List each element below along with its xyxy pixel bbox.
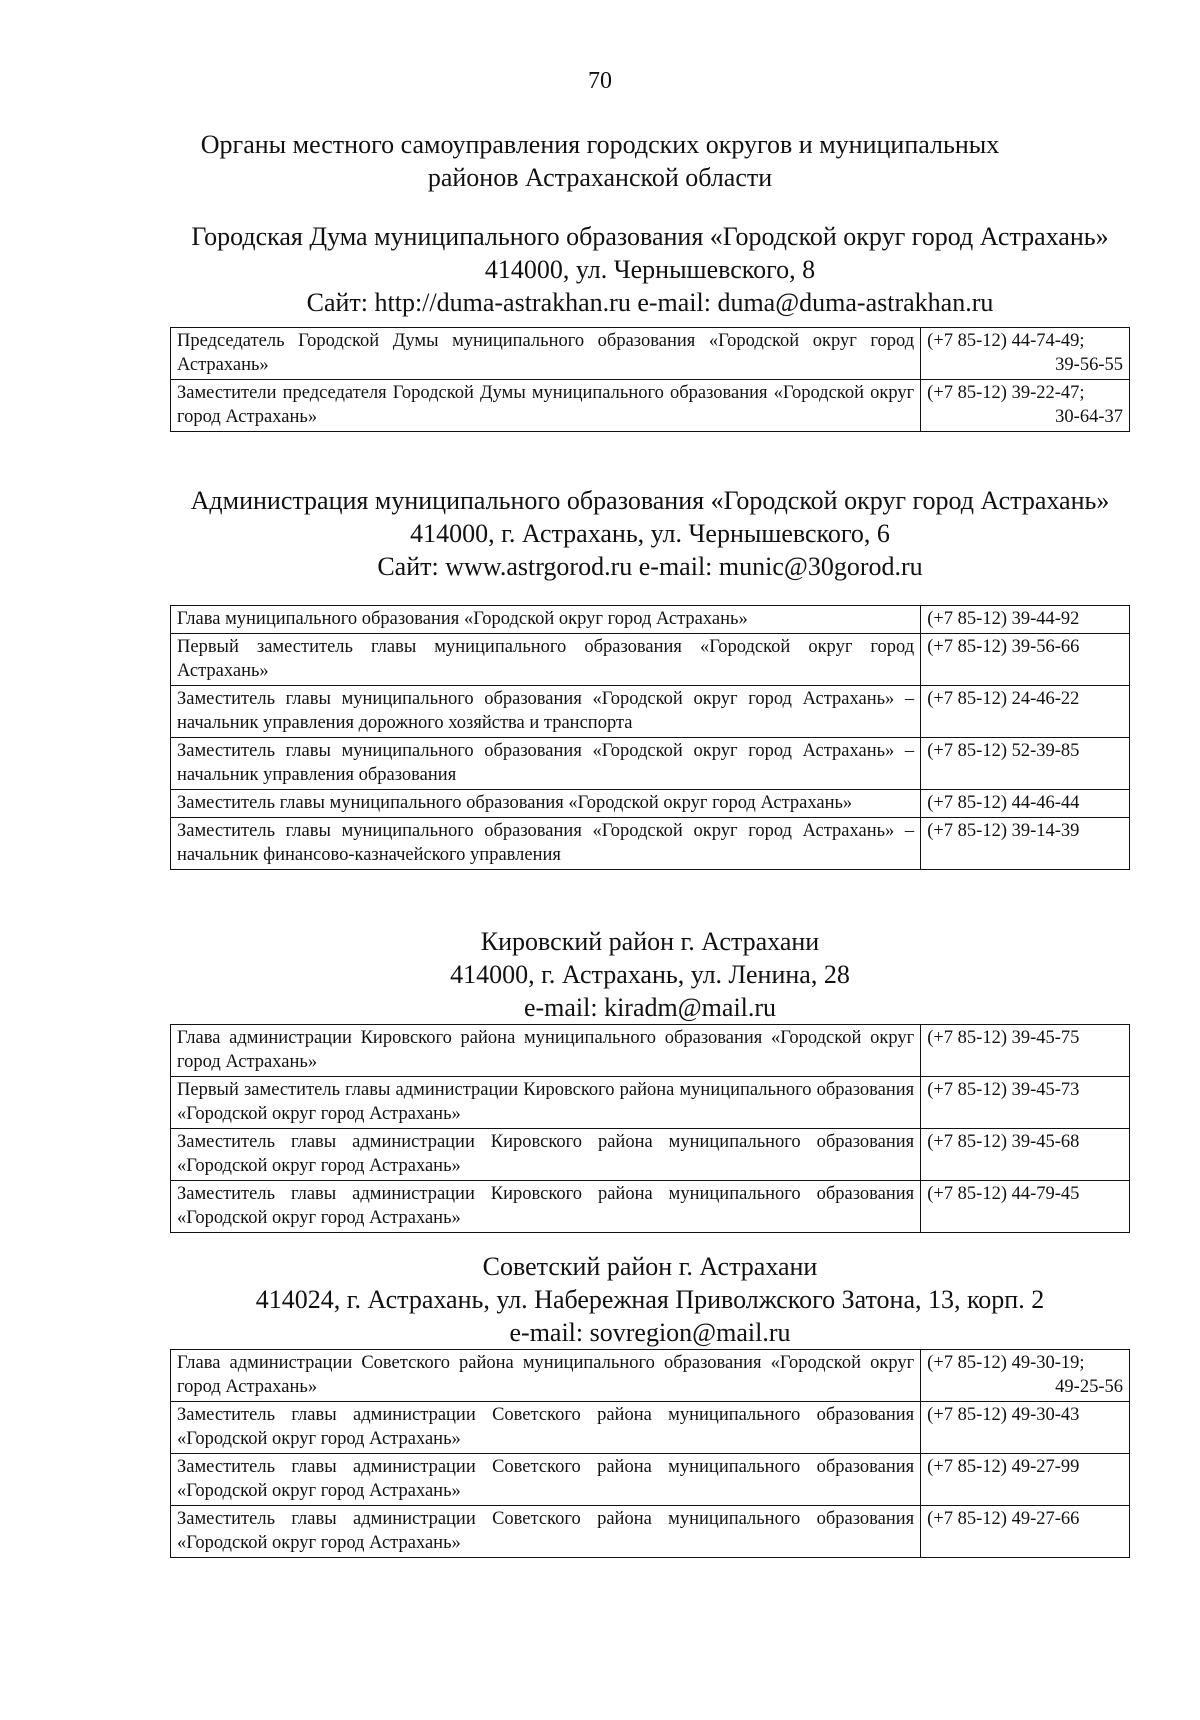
section-address: 414000, г. Астрахань, ул. Ленина, 28 [450, 960, 850, 989]
contacts-table [170, 327, 1130, 432]
section-header [150, 484, 1150, 583]
position-cell: Заместитель главы администрации Советского района муниципального образования «Городской округ город Астрахань» [171, 1402, 921, 1454]
section-address: 414000, ул. Чернышевского, 8 [484, 255, 816, 284]
phone-cell [921, 818, 1130, 870]
phone-number: (+7 85-12) 24-46-22 [927, 689, 1080, 709]
table-row [171, 1025, 1130, 1077]
phone-number: (+7 85-12) 39-14-39 [927, 821, 1080, 841]
table-row [171, 1350, 1130, 1402]
position-cell: Заместитель главы муниципального образования «Городской округ город Астрахань» – начальник управления образования [171, 738, 921, 790]
page-number: 70 [588, 68, 612, 94]
phone-cell [921, 1506, 1130, 1558]
section-address: 414024, г. Астрахань, ул. Набережная Приволжского Затона, 13, корп. 2 [255, 1285, 1045, 1314]
position-cell: Заместитель главы администрации Советского района муниципального образования «Городской округ город Астрахань» [171, 1454, 921, 1506]
phone-number: (+7 85-12) 39-45-68 [927, 1132, 1080, 1152]
table-row [171, 1454, 1130, 1506]
phone-number: (+7 85-12) 39-22-47; [927, 383, 1085, 403]
section-contacts: e-mail: sovregion@mail.ru [509, 1318, 791, 1347]
table-row [171, 606, 1130, 634]
section-contacts: Сайт: www.astrgorod.ru e-mail: munic@30gorod.ru [377, 552, 923, 581]
section-title: Советский район г. Астрахани [482, 1252, 818, 1281]
position-cell: Заместитель главы администрации Кировского района муниципального образования «Городской округ город Астрахань» [171, 1181, 921, 1233]
table-row [171, 790, 1130, 818]
section-title: Кировский район г. Астрахани [480, 927, 820, 956]
phone-cell [921, 1454, 1130, 1506]
section-city-duma [170, 220, 1130, 432]
position-cell: Глава муниципального образования «Городской округ город Астрахань» [171, 606, 921, 634]
phone-cell [921, 634, 1130, 686]
phone-cell [921, 1025, 1130, 1077]
phone-number: (+7 85-12) 39-45-73 [927, 1080, 1080, 1100]
page-title-line-1: Органы местного самоуправления городских округов и муниципальных [200, 130, 1000, 159]
section-header [150, 1250, 1150, 1349]
phone-number: (+7 85-12) 39-44-92 [927, 609, 1080, 629]
position-cell: Председатель Городской Думы муниципального образования «Городской округ город Астрахань» [171, 328, 921, 380]
phone-number: (+7 85-12) 52-39-85 [927, 741, 1080, 761]
phone-cell [921, 380, 1130, 432]
phone-number-extra: 30-64-37 [1055, 407, 1123, 427]
section-header [150, 220, 1150, 319]
phone-cell [921, 686, 1130, 738]
phone-cell [921, 1350, 1130, 1402]
phone-cell [921, 738, 1130, 790]
phone-cell [921, 1129, 1130, 1181]
phone-number: (+7 85-12) 39-56-66 [927, 637, 1080, 657]
section-sovetsky-district [170, 1250, 1130, 1558]
page-title [0, 128, 1200, 194]
position-cell: Первый заместитель главы администрации Кировского района муниципального образования «Городской округ город Астрахань» [171, 1077, 921, 1129]
table-row [171, 1077, 1130, 1129]
phone-number: (+7 85-12) 44-79-45 [927, 1184, 1080, 1204]
table-row [171, 1506, 1130, 1558]
phone-number-extra: 39-56-55 [1055, 355, 1123, 375]
phone-number: (+7 85-12) 49-30-43 [927, 1405, 1080, 1425]
table-row [171, 1181, 1130, 1233]
phone-number: (+7 85-12) 39-45-75 [927, 1028, 1080, 1048]
section-contacts: e-mail: kiradm@mail.ru [523, 993, 777, 1022]
position-cell: Заместитель главы муниципального образования «Городской округ город Астрахань» – начальник управления дорожного хозяйства и транспорта [171, 686, 921, 738]
section-header [150, 925, 1150, 1024]
section-kirovsky-district [170, 925, 1130, 1233]
section-administration [170, 484, 1130, 870]
position-cell: Заместитель главы муниципального образования «Городской округ город Астрахань» [171, 790, 921, 818]
position-cell: Заместитель главы администрации Кировского района муниципального образования «Городской округ город Астрахань» [171, 1129, 921, 1181]
phone-number: (+7 85-12) 44-46-44 [927, 793, 1080, 813]
phone-number: (+7 85-12) 49-27-99 [927, 1457, 1080, 1477]
section-title: Администрация муниципального образования «Городской округ город Астрахань» [190, 486, 1110, 515]
table-row [171, 380, 1130, 432]
phone-number: (+7 85-12) 49-27-66 [927, 1509, 1080, 1529]
position-cell: Первый заместитель главы муниципального образования «Городской округ город Астрахань» [171, 634, 921, 686]
table-row [171, 818, 1130, 870]
table-row [171, 328, 1130, 380]
contacts-table [170, 1024, 1130, 1233]
section-title: Городская Дума муниципального образования «Городской округ город Астрахань» [191, 222, 1109, 251]
table-row [171, 1402, 1130, 1454]
phone-number: (+7 85-12) 49-30-19; [927, 1353, 1085, 1373]
section-contacts: Сайт: http://duma-astrakhan.ru e-mail: duma@duma-astrakhan.ru [306, 288, 994, 317]
phone-number: (+7 85-12) 44-74-49; [927, 331, 1085, 351]
position-cell: Заместитель главы муниципального образования «Городской округ город Астрахань» – начальник финансово-казначейского управления [171, 818, 921, 870]
table-row [171, 686, 1130, 738]
table-row [171, 634, 1130, 686]
contacts-table [170, 1349, 1130, 1558]
position-cell: Глава администрации Советского района муниципального образования «Городской округ город Астрахань» [171, 1350, 921, 1402]
phone-cell [921, 1402, 1130, 1454]
phone-cell [921, 606, 1130, 634]
table-row [171, 1129, 1130, 1181]
position-cell: Глава администрации Кировского района муниципального образования «Городской округ город Астрахань» [171, 1025, 921, 1077]
phone-cell [921, 1077, 1130, 1129]
contacts-table [170, 605, 1130, 870]
position-cell: Заместители председателя Городской Думы муниципального образования «Городской округ город Астрахань» [171, 380, 921, 432]
position-cell: Заместитель главы администрации Советского района муниципального образования «Городской округ город Астрахань» [171, 1506, 921, 1558]
table-row [171, 738, 1130, 790]
section-address: 414000, г. Астрахань, ул. Чернышевского, 6 [410, 519, 890, 548]
page-title-line-2: районов Астраханской области [427, 163, 773, 192]
phone-number-extra: 49-25-56 [1055, 1377, 1123, 1397]
phone-cell [921, 790, 1130, 818]
phone-cell [921, 328, 1130, 380]
phone-cell [921, 1181, 1130, 1233]
